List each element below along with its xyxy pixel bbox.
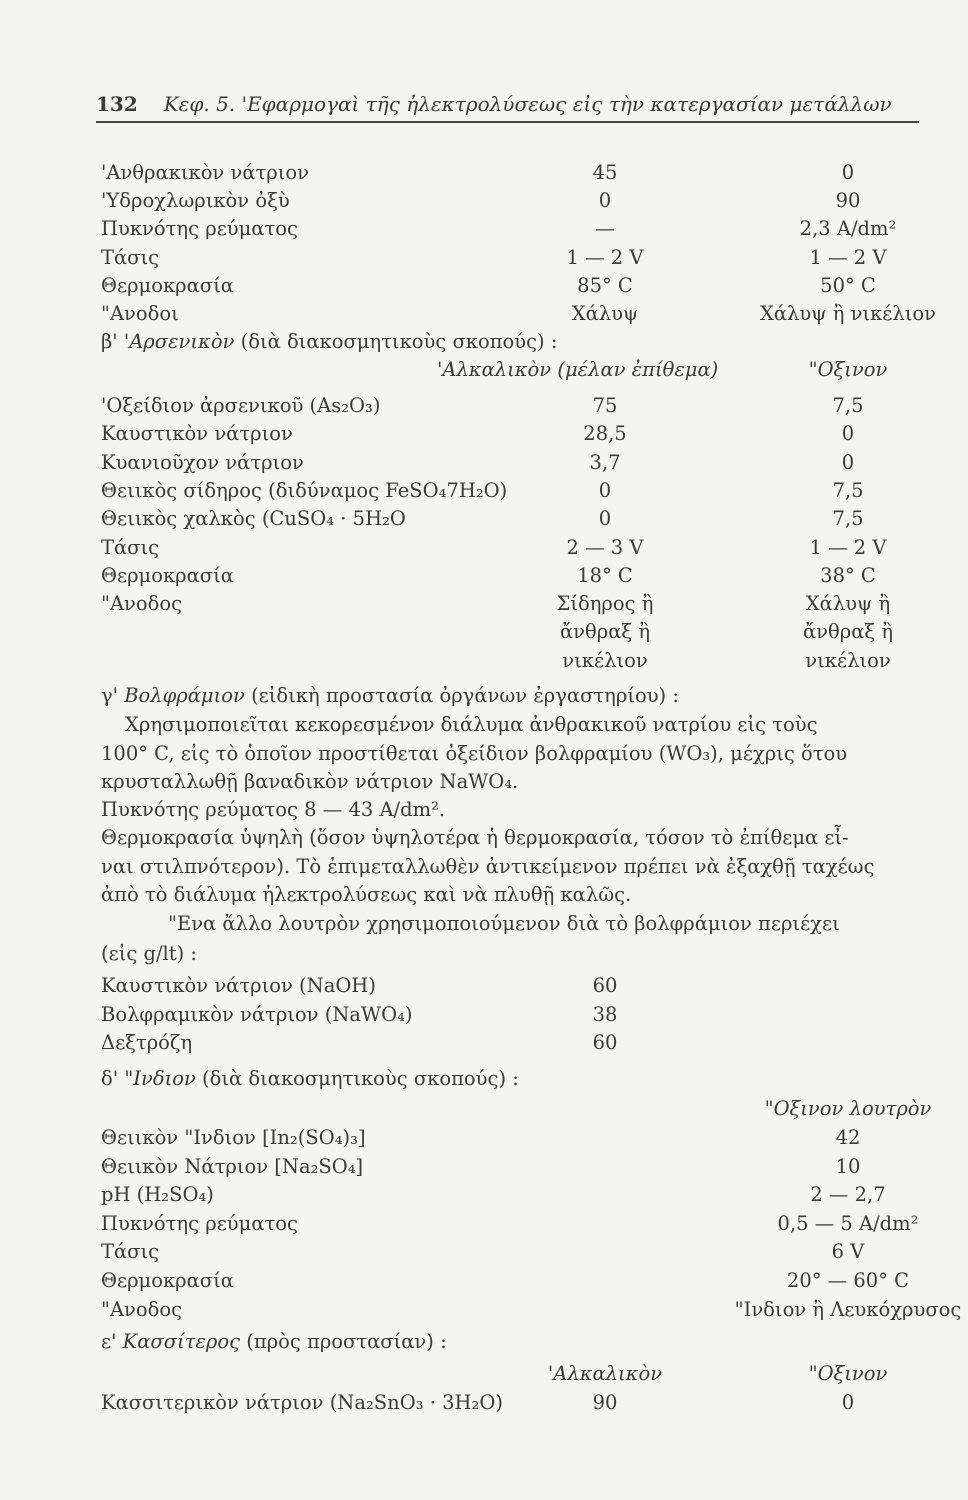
- row-value-2: 0: [841, 422, 855, 446]
- paragraph-line: ἀπὸ τὸ διάλυμα ἠλεκτρολύσεως καὶ νὰ πλυθῇ καλῶς.: [101, 883, 632, 906]
- row-label: Πυκνότης ρεύματος: [101, 1211, 298, 1235]
- row-label: Θειικὸν "Ινδιον [In₂(SO₄)₃]: [101, 1126, 366, 1149]
- heading-name: Κασσίτερος: [122, 1330, 241, 1353]
- row-label: "Ανοδος: [101, 1297, 183, 1321]
- row-label: Τάσις: [101, 1240, 160, 1264]
- row-label: Θερμοκρασία: [101, 1269, 234, 1292]
- row-label: Θειικὸν Νάτριον [Na₂SO₄]: [101, 1154, 364, 1178]
- paragraph-line: Πυκνότης ρεύματος 8 — 43 A/dm².: [101, 798, 446, 821]
- row-value-1: 18° C: [577, 563, 633, 587]
- row-value-2: Χάλυψ ἢ νικέλιον: [759, 302, 937, 325]
- row-value-1: Χάλυψ: [571, 302, 639, 325]
- row-label: Καυστικὸν νάτριον: [101, 422, 293, 446]
- row-label: "Ανοδοι: [101, 302, 179, 325]
- row-value-2: 50° C: [820, 273, 876, 297]
- heading-prefix: β': [101, 330, 118, 353]
- row-value-1: 0: [598, 189, 612, 213]
- paragraph-line: 100° C, εἰς τὸ ὁποῖον προστίθεται ὀξείδιον βολφραμίου (WO₃), μέχρις ὅτου: [101, 742, 848, 765]
- row-value-2: 1 — 2 V: [809, 245, 887, 269]
- row-value-2: 7,5: [832, 394, 864, 417]
- row-label: 'Υδροχλωρικὸν ὀξὺ: [101, 189, 290, 213]
- chapter-title: Κεφ. 5. 'Εφαρμογαὶ τῆς ἠλεκτρολύσεως εἰς τὴν κατεργασίαν μετάλλων: [163, 92, 892, 116]
- paragraph-line: Χρησιμοποιεῖται κεκορεσμένον διάλυμα ἀνθρακικοῦ νατρίου εἰς τοὺς: [125, 713, 818, 736]
- row-value-1: Σίδηρος ἢ: [556, 592, 654, 616]
- row-label: "Ανοδος: [101, 592, 183, 616]
- heading-name: 'Αρσενικὸν: [123, 330, 235, 353]
- section-c-heading: [101, 686, 679, 706]
- row-value-2: Χάλυψ ἢ: [805, 592, 891, 616]
- row-value-1: 0: [598, 507, 612, 531]
- col-header-alkaline: 'Αλκαλικὸν: [547, 1362, 663, 1385]
- row-value-1: 90: [592, 1391, 618, 1414]
- section-d-heading: [101, 1069, 519, 1089]
- heading-name: Βολφράμιον: [124, 684, 245, 707]
- section-b-heading: [101, 332, 557, 352]
- paragraph-line: κρυσταλλωθῇ βαναδικὸν νάτριον NaWO₄.: [101, 770, 519, 793]
- row-label: Θερμοκρασία: [101, 273, 234, 297]
- row-value-1: 60: [592, 1031, 618, 1054]
- row-label: Πυκνότης ρεύματος: [101, 217, 298, 241]
- row-value-1: 85° C: [577, 273, 633, 297]
- row-label: Κυανιοῦχον νάτριον: [101, 450, 304, 474]
- running-header: [96, 92, 892, 116]
- heading-rest: (διὰ διακοσμητικοὺς σκοπούς) :: [240, 330, 558, 353]
- row-value-2: νικέλιον: [805, 648, 891, 672]
- row-value-1: 75: [592, 394, 618, 417]
- row-value-2: 42: [835, 1126, 861, 1149]
- col-header-alkaline: 'Αλκαλικὸν (μέλαν ἐπίθεμα): [437, 358, 719, 381]
- row-value-2: 10: [835, 1154, 861, 1178]
- row-value-1: 28,5: [583, 422, 627, 446]
- col-header-acid-bath: "Οξινον λουτρὸν: [764, 1097, 932, 1120]
- row-value-2: 2,3 A/dm²: [799, 217, 897, 241]
- row-value-2: 0: [841, 161, 855, 184]
- row-value-2: 2 — 2,7: [810, 1183, 886, 1207]
- heading-prefix: γ': [101, 684, 119, 707]
- row-label: 'Οξείδιον ἀρσενικοῦ (As₂O₃): [101, 394, 381, 417]
- paragraph-line: "Ενα ἄλλο λουτρὸν χρησιμοποιούμενον διὰ τὸ βολφράμιον περιέχει: [168, 912, 840, 935]
- row-value-2: 38° C: [820, 563, 876, 587]
- row-value-1: 1 — 2 V: [566, 245, 644, 269]
- row-value-1: 60: [592, 974, 618, 997]
- heading-name: "Ινδιον: [124, 1067, 196, 1090]
- paragraph-line: (εἰς g/lt) :: [101, 942, 197, 965]
- heading-rest: (διὰ διακοσμητικοὺς σκοπούς) :: [202, 1067, 519, 1090]
- row-value-2: 0: [841, 450, 855, 474]
- row-value-2: 7,5: [832, 507, 864, 531]
- paragraph-line: Θερμοκρασία ὑψηλὴ (ὅσον ὑψηλοτέρα ἡ θερμοκρασία, τόσον τὸ ἐπίθεμα εἶ-: [101, 826, 849, 849]
- row-value-2: 0,5 — 5 A/dm²: [777, 1211, 919, 1235]
- row-value-1: —: [595, 217, 615, 241]
- page-number: 132: [96, 92, 138, 116]
- header-rule: [96, 121, 919, 123]
- row-label: Θειικὸς σίδηρος (διδύναμος FeSO₄7H₂O): [101, 478, 508, 502]
- row-label: Θειικὸς χαλκὸς (CuSO₄ · 5H₂O: [101, 507, 406, 531]
- row-value-1: ἄνθραξ ἢ: [559, 620, 651, 644]
- row-value-2: 20° — 60° C: [786, 1269, 910, 1292]
- section-e-heading: [101, 1332, 447, 1352]
- row-value-1: 2 — 3 V: [566, 535, 644, 559]
- row-value-2: 7,5: [832, 478, 864, 502]
- row-label: Τάσις: [101, 535, 160, 559]
- col-header-acid: "Οξινον: [808, 358, 888, 381]
- row-label: 'Ανθρακικὸν νάτριον: [101, 161, 309, 184]
- heading-prefix: δ': [101, 1067, 119, 1090]
- row-value-2: "Ινδιον ἢ Λευκόχρυσος: [734, 1297, 962, 1321]
- row-value-2: 90: [835, 189, 861, 213]
- paragraph-line: ναι στιλπνότερον). Τὸ ἐπιμεταλλωθὲν ἀντικείμενον πρέπει νὰ ἐξαχθῇ ταχέως: [101, 855, 875, 878]
- row-value-1: 3,7: [589, 450, 621, 474]
- row-value-1: 0: [598, 478, 612, 502]
- row-value-1: 38: [592, 1002, 618, 1026]
- row-value-2: 1 — 2 V: [809, 535, 887, 559]
- heading-rest: (πρὸς προστασίαν) :: [246, 1330, 447, 1353]
- row-value-2: 0: [841, 1391, 855, 1414]
- row-value-2: ἄνθραξ ἢ: [802, 620, 894, 644]
- row-label: Τάσις: [101, 245, 160, 269]
- row-label: Κασσιτερικὸν νάτριον (Na₂SnO₃ · 3H₂O): [101, 1391, 503, 1414]
- row-label: Δεξτρόζη: [101, 1031, 193, 1054]
- row-label: Βολφραμικὸν νάτριον (NaWO₄): [101, 1002, 413, 1026]
- row-value-1: νικέλιον: [562, 648, 648, 672]
- row-value-2: 6 V: [831, 1240, 865, 1264]
- row-label: Καυστικὸν νάτριον (NaOH): [101, 974, 376, 997]
- row-label: pH (H₂SO₄): [101, 1183, 214, 1207]
- col-header-acid: "Οξινον: [808, 1362, 888, 1385]
- row-label: Θερμοκρασία: [101, 563, 234, 587]
- heading-rest: (εἰδικὴ προστασία ὀργάνων ἐργαστηρίου) :: [251, 684, 679, 707]
- heading-prefix: ε': [101, 1330, 117, 1353]
- row-value-1: 45: [592, 161, 618, 184]
